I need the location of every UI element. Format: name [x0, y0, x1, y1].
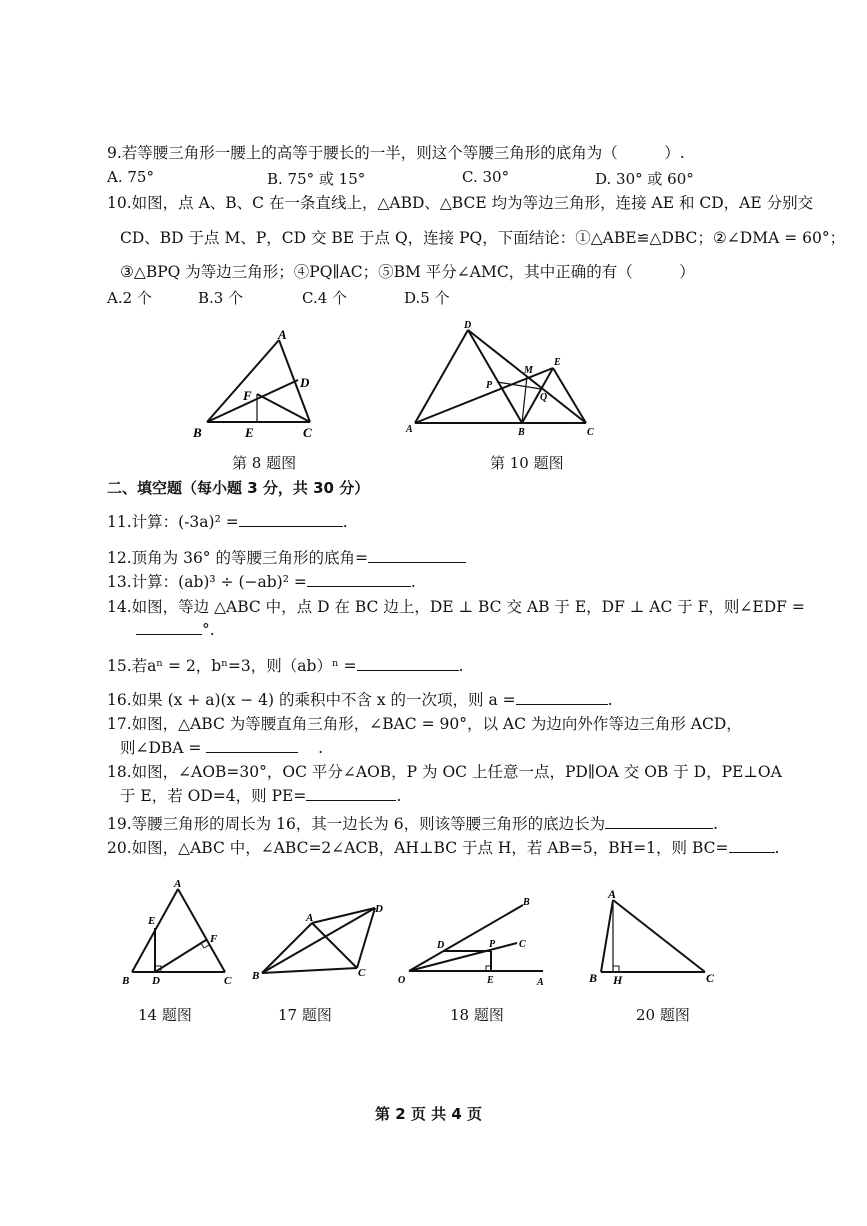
figure-18: [395, 893, 555, 993]
fig14-side-ac: [178, 889, 225, 972]
q9-option-d: D. 30° 或 60°: [595, 170, 694, 188]
q11-end: .: [342, 513, 348, 531]
q19: [107, 814, 718, 834]
fig20-caption: 20 题图: [636, 1006, 690, 1024]
fig8-label-b: B: [193, 425, 202, 440]
fig18-ray-ob: [409, 905, 523, 971]
fig10-label-d: D: [464, 320, 472, 331]
q18-text: 于 E，若 OD=4，则 PE=: [120, 787, 307, 805]
fig18-label-c: C: [519, 939, 526, 950]
fig8-label-e: E: [245, 425, 254, 440]
q10-line2: CD、BD 于点 M、P，CD 交 BE 于点 Q，连接 PQ，下面结论：①△ABE≌△DBC；②∠DMA = 60°；: [120, 229, 846, 247]
fig8-label-a: A: [278, 327, 287, 342]
q13-answer-blank[interactable]: [307, 572, 411, 587]
q17-text: 则∠DBA =: [120, 739, 202, 757]
section-2-title: 二、填空题（每小题 3 分，共 30 分）: [107, 479, 370, 497]
q16: [107, 690, 613, 710]
fig10-label-b: B: [518, 427, 525, 438]
fig17-side-ad: [312, 908, 375, 923]
fig17-label-c: C: [358, 967, 366, 979]
fig20-label-c: C: [706, 971, 715, 985]
q13: [107, 572, 416, 592]
fig18-label-o: O: [398, 975, 406, 986]
q17-answer-blank[interactable]: [206, 738, 298, 753]
q19-end: .: [713, 815, 719, 833]
figure-14: [118, 876, 243, 988]
fig18-caption: 18 题图: [450, 1006, 504, 1024]
q11-answer-blank[interactable]: [239, 512, 343, 527]
q17-line2: [120, 738, 323, 758]
figure-20: [585, 880, 720, 990]
page-footer: 第 2 页 共 4 页: [375, 1105, 482, 1123]
fig14-segment-df: [155, 940, 206, 972]
fig18-label-b: B: [523, 897, 530, 908]
q19-text: 19.等腰三角形的周长为 16，其一边长为 6，则该等腰三角形的底边长为: [107, 815, 606, 833]
fig10-side-ec: [553, 368, 586, 423]
q12-answer-blank[interactable]: [368, 548, 466, 563]
q10-option-b: B.3 个: [198, 289, 244, 307]
fig14-label-f: F: [210, 933, 218, 945]
q10-option-d: D.5 个: [404, 289, 450, 307]
q20-answer-blank[interactable]: [729, 838, 775, 853]
q12-text: 12.顶角为 36° 的等腰三角形的底角=: [107, 549, 368, 567]
q13-text: 13.计算：(ab)³ ÷ (−ab)² =: [107, 573, 307, 591]
q20-end: .: [774, 839, 780, 857]
fig20-label-b: B: [589, 971, 598, 985]
q17-line1: 17.如图，△ABC 为等腰直角三角形，∠BAC = 90°，以 AC 为边向外作等边三角形 ACD，: [107, 715, 742, 733]
q20: [107, 838, 779, 858]
fig10-label-m: M: [524, 365, 533, 376]
fig18-label-d: D: [437, 940, 445, 951]
fig18-label-a: A: [537, 977, 544, 988]
q18-line1: 18.如图，∠AOB=30°，OC 平分∠AOB，P 为 OC 上任意一点，PD∥OA 交 OB 于 D，PE⊥OA: [107, 763, 782, 781]
q9-option-b: B. 75° 或 15°: [267, 170, 366, 188]
fig10-side-db: [468, 330, 522, 423]
q16-text: 16.如果 (x + a)(x − 4) 的乘积中不含 x 的一次项，则 a =: [107, 691, 516, 709]
fig10-caption: 第 10 题图: [490, 454, 564, 472]
fig20-label-a: A: [608, 887, 617, 901]
figure-10: [400, 318, 610, 440]
q14-line1: 14.如图，等边 △ABC 中，点 D 在 BC 边上，DE ⊥ BC 交 AB 于 E，DF ⊥ AC 于 F，则∠EDF =: [107, 598, 805, 616]
fig17-label-a: A: [306, 912, 314, 924]
fig20-side-ab: [601, 900, 613, 972]
fig14-label-b: B: [122, 975, 130, 987]
q19-answer-blank[interactable]: [605, 814, 713, 829]
q10-line1: 10.如图，点 A、B、C 在一条直线上，△ABD、△BCE 均为等边三角形，连接 AE 和 CD，AE 分别交: [107, 194, 814, 212]
q18-end: .: [396, 787, 402, 805]
q9-option-c: C. 30°: [462, 168, 510, 186]
q20-text: 20.如图，△ABC 中，∠ABC=2∠ACB，AH⊥BC 于点 H，若 AB=5，BH=1，则 BC=: [107, 839, 729, 857]
fig8-caption: 第 8 题图: [232, 454, 297, 472]
q15-answer-blank[interactable]: [357, 656, 459, 671]
q13-end: .: [410, 573, 416, 591]
q14-end: °.: [202, 621, 215, 639]
q10-option-c: C.4 个: [302, 289, 348, 307]
q18-line2: [120, 786, 401, 806]
fig20-label-h: H: [613, 973, 623, 987]
fig8-side-ab: [207, 340, 279, 422]
fig17-caption: 17 题图: [278, 1006, 332, 1024]
fig17-side-bc: [262, 968, 357, 973]
fig10-label-a: A: [406, 424, 413, 435]
q14-answer-blank[interactable]: [136, 620, 202, 635]
fig14-label-d: D: [152, 975, 160, 987]
fig8-label-f: F: [243, 388, 252, 403]
fig14-label-a: A: [174, 878, 182, 890]
q9-option-a: A. 75°: [107, 168, 154, 186]
fig10-segment-ae: [415, 368, 553, 423]
figure-17: [250, 896, 395, 986]
fig10-side-ad: [415, 330, 468, 423]
q18-answer-blank[interactable]: [306, 786, 396, 801]
fig17-side-ac: [312, 923, 357, 968]
fig10-label-q: Q: [540, 392, 548, 403]
q17-end: .: [318, 739, 324, 757]
fig17-label-b: B: [252, 970, 260, 982]
fig10-label-c: C: [587, 427, 594, 438]
fig14-label-c: C: [224, 975, 232, 987]
fig8-label-d: D: [300, 375, 310, 390]
fig8-segment-bd: [207, 380, 298, 422]
fig14-right-angle-f: [201, 943, 209, 948]
fig18-ray-oc: [409, 943, 517, 971]
fig20-side-ac: [613, 900, 705, 972]
fig18-label-e: E: [487, 975, 494, 986]
q15: [107, 656, 464, 676]
q11-text: 11.计算：(-3a)² =: [107, 513, 239, 531]
q9-stem: 9.若等腰三角形一腰上的高等于腰长的一半，则这个等腰三角形的底角为（ ）.: [107, 144, 685, 162]
fig14-label-e: E: [148, 915, 156, 927]
fig10-label-p: P: [486, 380, 493, 391]
q14-line2: [136, 620, 215, 640]
q10-line3: ③△BPQ 为等边三角形；④PQ∥AC；⑤BM 平分∠AMC，其中正确的有（ ）: [120, 263, 695, 281]
figure-8: [190, 325, 330, 445]
q15-text: 15.若aⁿ = 2，bⁿ=3，则（ab）ⁿ =: [107, 657, 357, 675]
fig8-label-c: C: [303, 425, 312, 440]
fig18-label-p: P: [489, 939, 496, 950]
fig14-caption: 14 题图: [138, 1006, 192, 1024]
q15-end: .: [458, 657, 464, 675]
q10-option-a: A.2 个: [107, 289, 152, 307]
q12: [107, 548, 466, 568]
fig17-label-d: D: [375, 903, 383, 915]
q16-end: .: [607, 691, 613, 709]
q11: [107, 512, 348, 532]
fig10-label-e: E: [554, 357, 561, 368]
q16-answer-blank[interactable]: [516, 690, 608, 705]
